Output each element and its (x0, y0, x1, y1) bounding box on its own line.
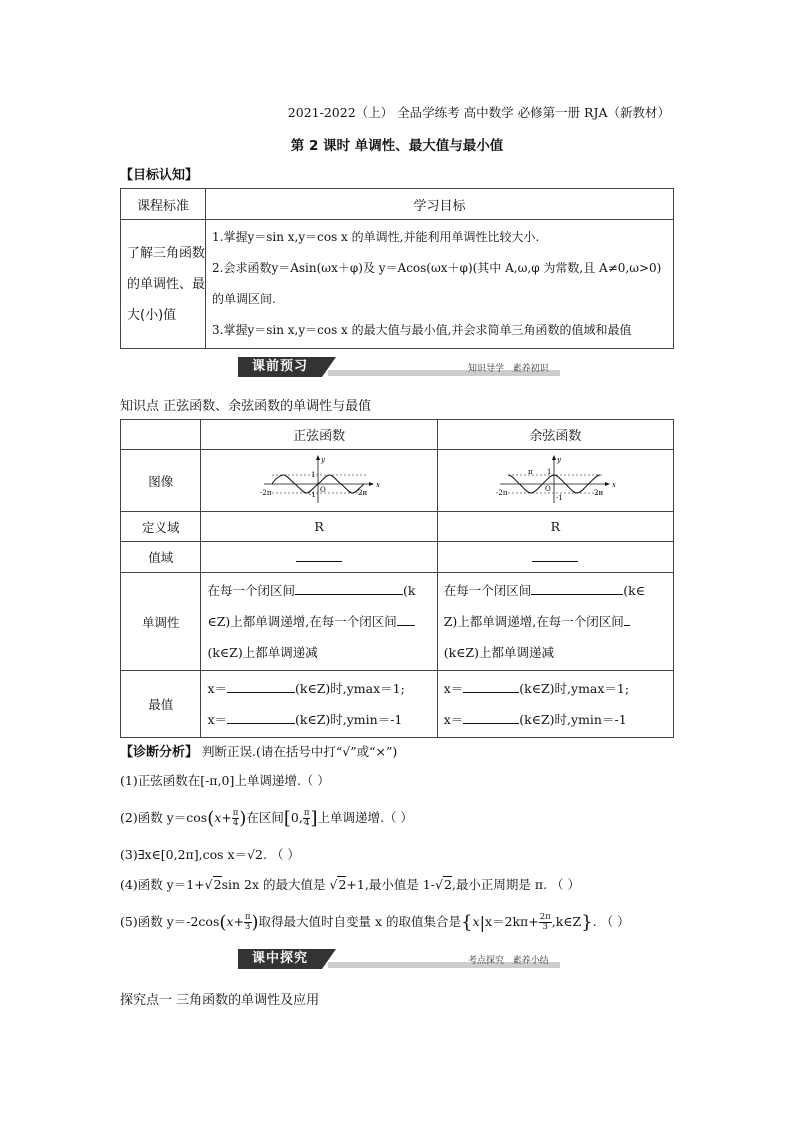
sin-min-x: x＝ (207, 712, 227, 727)
sin-extremes (201, 671, 437, 738)
cos-mono-blank-2 (624, 613, 630, 626)
cos-max-blank (463, 680, 519, 693)
banner-in-class-tag-2: 素养小结 (512, 956, 549, 966)
q2-text-b: x+ (214, 810, 232, 825)
sin-mono-text-a: 在每一个闭区间 (207, 583, 295, 598)
sin-max-blank (227, 680, 295, 693)
cos-range-cell (437, 542, 673, 573)
cos-graph-x: x (612, 481, 617, 489)
sin-graph-cell (201, 450, 437, 512)
sin-mono-text-c: ∈Z)上都单调递增,在每一个闭区间 (207, 614, 397, 629)
row-label-domain: 定义域 (121, 512, 201, 542)
row-label-extremes: 最值 (121, 671, 201, 738)
question-1: (1)正弦函数在[-π,0]上单调递增.（ ） (120, 773, 330, 788)
question-5: (5)函数 y＝-2cos(x+ $\frac{\pi}{3}$ )取得最大值时自变量 x 的取值集合是{x|x＝2kπ+ $\frac{2\pi}{3}$ ,k∈Z}. （ ） (120, 912, 630, 933)
sin-graph-y: y (321, 456, 326, 464)
cos-mono-text-b: (k∈ (623, 583, 645, 598)
goals-standard-text: 了解三角函数的单调性、最大(小)值 (121, 220, 206, 349)
banner-preview-tag-1: 知识导学 (468, 364, 505, 374)
cos-domain: R (437, 512, 673, 542)
row-label-monotonicity: 单调性 (121, 573, 201, 671)
cos-graph-one: 1 (547, 468, 552, 476)
diagnose-header (120, 741, 397, 760)
cos-graph-y: y (557, 456, 562, 464)
knowledge-col-cos: 余弦函数 (437, 420, 673, 450)
question-3: (3)∃x∈[0,2π],cos x＝√2. （ ） (120, 847, 300, 862)
sin-graph-one: 1 (311, 471, 316, 479)
diagnose-instruction: 判断正误.(请在括号中打“√”或“×”) (202, 744, 398, 759)
q5-frac-pi-3: $\frac{\pi}{3}$ (244, 912, 251, 932)
cos-min-x: x＝ (443, 712, 464, 727)
knowledge-table (120, 419, 674, 738)
sin-graph-x: x (376, 481, 381, 489)
cos-graph-2pi: 2π (594, 489, 604, 497)
series-header: 2021-2022（上） 全品学练考 高中数学 必修第一册 RJA（新教材） (287, 105, 670, 120)
explore-heading: 探究点一 三角函数的单调性及应用 (120, 993, 320, 1008)
q2-frac-pi-4-b: $\frac{\pi}{4}$ (303, 808, 310, 828)
banner-in-class-tag-1: 考点探究 (468, 956, 505, 966)
sin-monotonicity (201, 573, 437, 671)
q2-text-c: 在区间 (246, 810, 284, 825)
q4-sqrt-2: 2 (338, 877, 347, 892)
banner-in-class-tags (468, 953, 549, 966)
cos-mono-text-d: (k∈Z)上都单调递减 (443, 645, 554, 660)
q4-text-b: sin 2x 的最大值是 (221, 877, 326, 892)
q2-text-a: (2)函数 y＝cos (120, 810, 208, 825)
sin-mono-blank-2 (397, 613, 415, 626)
sin-graph-origin: O (320, 486, 326, 494)
sin-min-text: (k∈Z)时,ymin＝-1 (295, 712, 403, 727)
goals-section-label: 【目标认知】 (120, 168, 199, 183)
q5-text-a: (5)函数 y＝-2cos (120, 914, 220, 929)
q4-sqrt-1: 2 (213, 877, 222, 892)
sin-graph-neg-one: -1 (309, 491, 316, 499)
cos-mono-text-c: Z)上都单调递增,在每一个闭区间 (443, 614, 624, 629)
sin-mono-blank-1 (295, 582, 403, 595)
cos-mono-text-a: 在每一个闭区间 (443, 583, 532, 598)
cos-max-text: (k∈Z)时,ymax＝1; (519, 681, 630, 696)
lesson-title: 第 2 课时 单调性、最大值与最小值 (290, 138, 504, 154)
goals-col-standard: 课程标准 (121, 189, 206, 220)
q5-text-c: 取得最大值时自变量 x 的取值集合是 (258, 914, 462, 929)
cos-min-text: (k∈Z)时,ymin＝-1 (519, 712, 627, 727)
q2-text-d: 0, (290, 810, 303, 825)
q5-text-g: . （ ） (592, 914, 630, 929)
sin-max-x: x＝ (207, 681, 227, 696)
sin-domain: R (201, 512, 437, 542)
q2-frac-pi-4: $\frac{\pi}{4}$ (232, 808, 239, 828)
goals-list (206, 220, 674, 349)
cos-monotonicity (437, 573, 673, 671)
cos-extremes (437, 671, 673, 738)
question-2: (2)函数 y＝cos(x+ $\frac{\pi}{4}$ )在区间[0, $\frac{\pi}{4}$ ]上单调递增.（ ） (120, 808, 413, 829)
q4-sqrt-3: 2 (443, 877, 452, 892)
row-label-range: 值域 (121, 542, 201, 573)
cos-graph-neg2pi: -2π (496, 489, 508, 497)
q2-text-e: 上单调递增.（ ） (317, 810, 413, 825)
q5-frac-2pi-3: $\frac{2\pi}{3}$ (539, 912, 551, 932)
sin-mono-text-d: (k∈Z)上都单调递减 (207, 645, 318, 660)
sin-range-cell (201, 542, 437, 573)
banner-preview-tag-2: 素养初识 (512, 364, 549, 374)
goal-item-2: 2.会求函数y＝Asin(ωx＋φ)及 y＝Acos(ωx＋φ)(其中 A,ω,φ 为常数,且 A≠0,ω>0)的单调区间. (212, 261, 662, 306)
knowledge-col-sin: 正弦函数 (201, 420, 437, 450)
q5-text-b: x+ (226, 914, 244, 929)
q4-text-d: ,最小正周期是 π. （ ） (451, 877, 580, 892)
row-label-graph: 图像 (121, 450, 201, 512)
banner-preview-title: 课前预习 (238, 357, 322, 377)
knowledge-corner (121, 420, 201, 450)
banner-in-class-title: 课中探究 (238, 949, 322, 969)
knowledge-heading: 知识点 正弦函数、余弦函数的单调性与最值 (120, 399, 372, 414)
sin-graph (254, 453, 384, 505)
banner-preview (238, 357, 560, 377)
cos-graph-pi: π (528, 468, 533, 476)
cos-range-blank (532, 549, 578, 562)
goals-col-goal: 学习目标 (206, 189, 674, 220)
sin-graph-neg2pi: -2π (260, 489, 272, 497)
cos-graph-origin: O (545, 485, 552, 493)
q5-text-d: x (472, 914, 480, 929)
banner-in-class (238, 949, 560, 969)
goals-table (120, 188, 674, 349)
q5-text-f: ,k∈Z (551, 914, 582, 929)
question-4: (4)函数 y＝1+√2sin 2x 的最大值是 √2+1,最小值是 1-√2,最小正周期是 π. （ ） (120, 877, 580, 892)
cos-graph (490, 453, 620, 505)
banner-preview-tags (468, 361, 549, 374)
goal-item-3: 3.掌握y＝sin x,y＝cos x 的最大值与最小值,并会求简单三角函数的值域和最值 (212, 323, 632, 337)
q4-text-a: (4)函数 y＝1+ (120, 877, 205, 892)
goal-item-1: 1.掌握y＝sin x,y＝cos x 的单调性,并能利用单调性比较大小. (212, 230, 540, 244)
sin-graph-2pi: 2π (358, 489, 368, 497)
cos-mono-blank-1 (531, 582, 623, 595)
q4-text-c: +1,最小值是 1- (346, 877, 435, 892)
cos-graph-cell (437, 450, 673, 512)
cos-min-blank (463, 711, 519, 724)
diagnose-label: 【诊断分析】 (120, 745, 199, 760)
sin-min-blank (227, 711, 295, 724)
cos-max-x: x＝ (443, 681, 464, 696)
sin-mono-text-b: (k (402, 583, 416, 598)
q5-text-e: x＝2kπ+ (484, 914, 539, 929)
sin-range-blank (296, 549, 342, 562)
cos-graph-neg-one: -1 (556, 494, 564, 502)
sin-max-text: (k∈Z)时,ymax＝1; (295, 681, 405, 696)
